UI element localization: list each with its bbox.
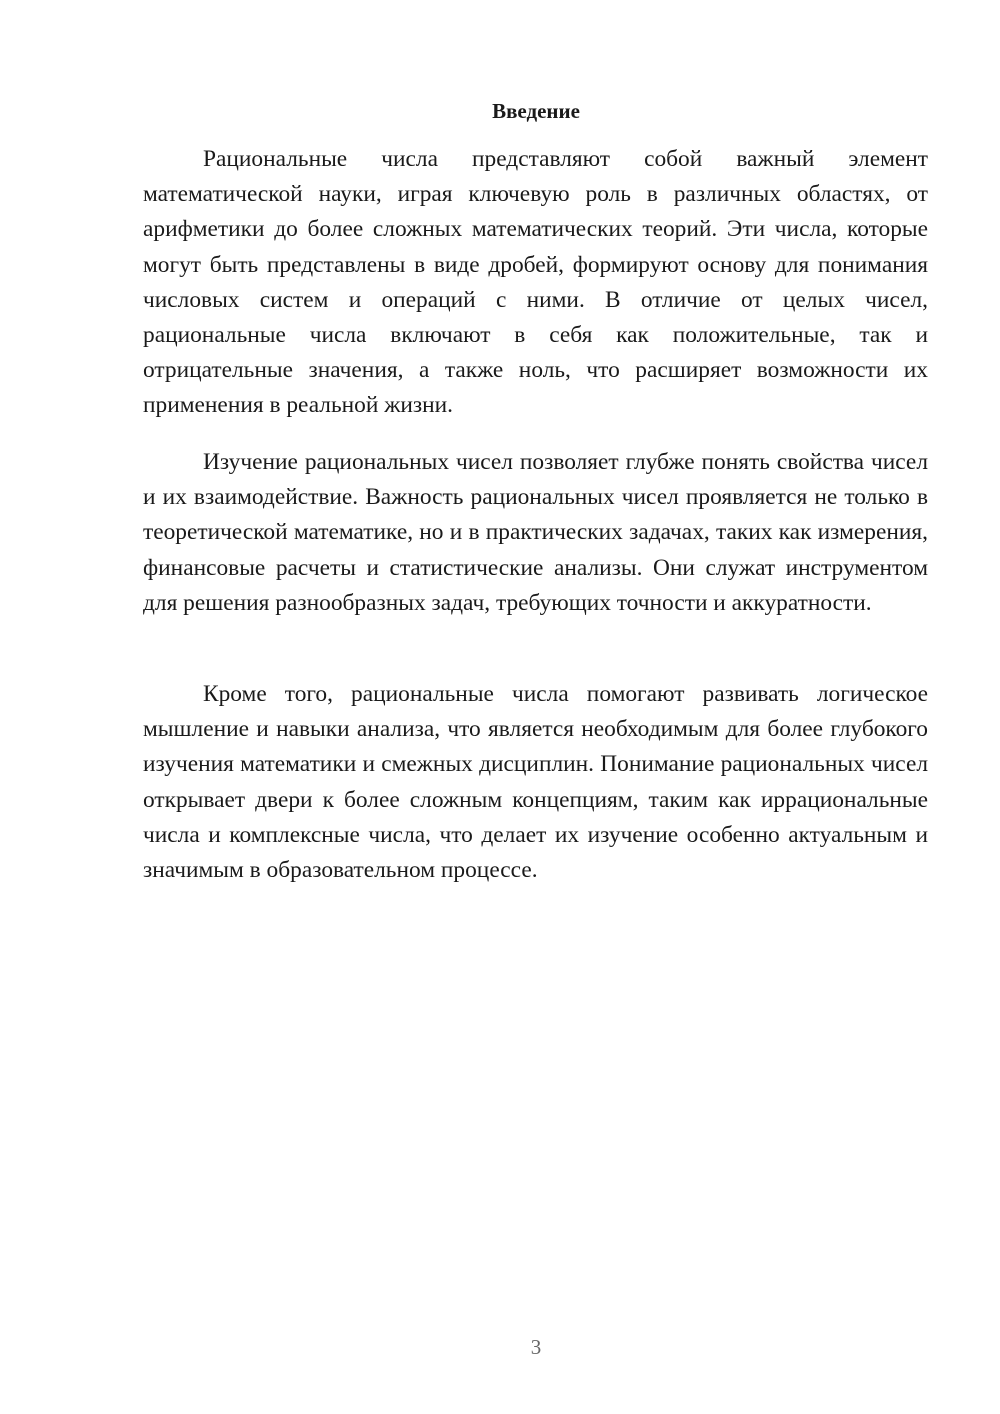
page-number: 3 xyxy=(530,1335,542,1359)
paragraph-1: Рациональные числа представляют собой важный элемент математической науки, играя ключевую роль в различных областях, от арифметики до более сложных математических теорий. Эти числа, которые могут быть представлены в виде дробей, формируют основу для понимания числовых систем и операций с ними. В отличие от целых чисел, рациональные числа включают в себя как положительные, так и отрицательные значения, а также ноль, что расширяет возможности их применения в реальной жизни. xyxy=(143,146,928,419)
paragraph-3: Кроме того, рациональные числа помогают развивать логическое мышление и навыки анализа, что является необходимым для более глубокого изучения математики и смежных дисциплин. Понимание рациональных чисел открывает двери к более сложным концепциям, таким как иррациональные числа и комплексные числа, что делает их изучение особенно актуальным и значимым в образовательном процессе. xyxy=(143,681,928,884)
section-heading: Введение xyxy=(492,99,580,123)
paragraph-2: Изучение рациональных чисел позволяет глубже понять свойства чисел и их взаимодействие. Важность рациональных чисел проявляется не только в теоретической математике, но и в практических задачах, таких как измерения, финансовые расчеты и статистические анализы. Они служат инструментом для решения разнообразных задач, требующих точности и аккуратности. xyxy=(143,449,928,616)
